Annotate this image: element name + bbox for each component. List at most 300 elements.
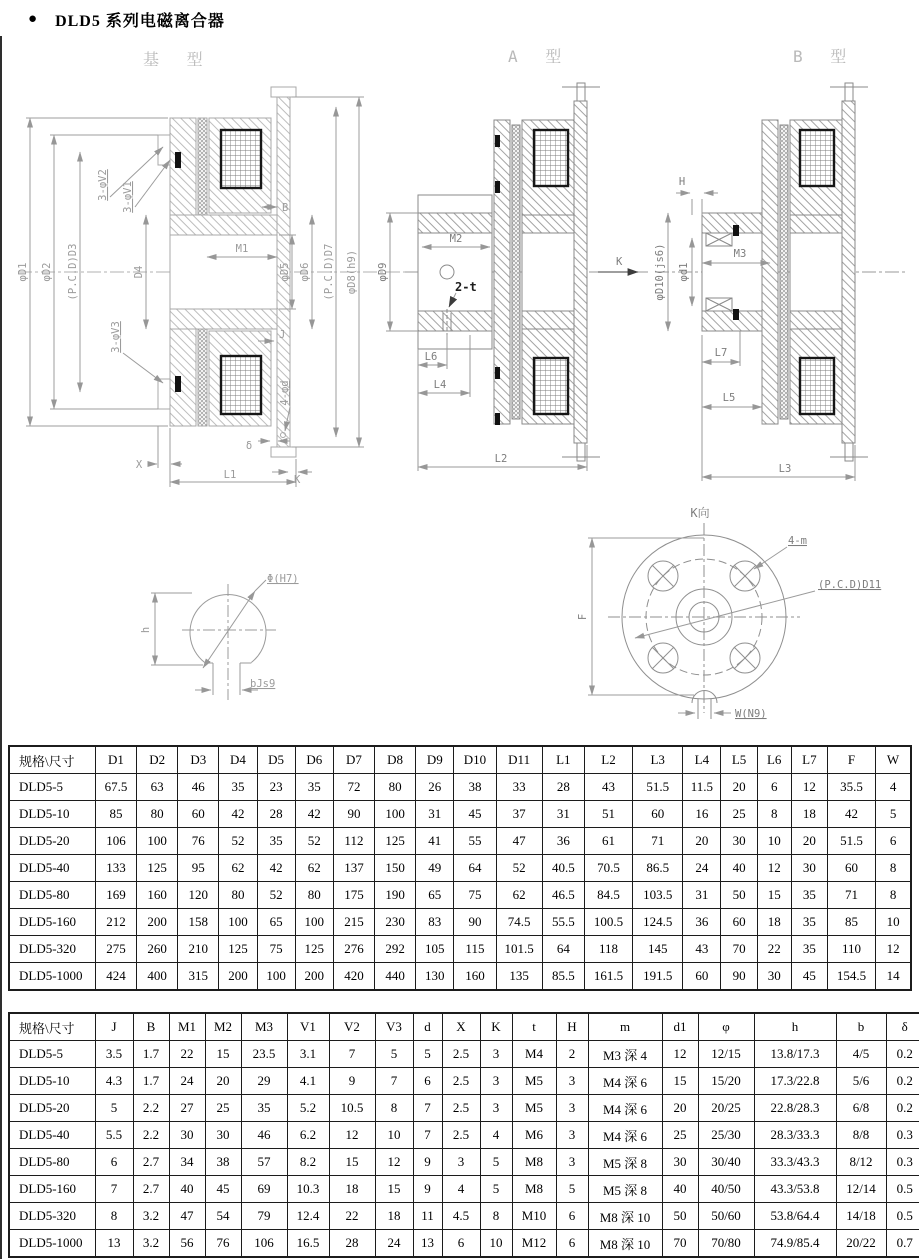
table-cell: 25 [205,1095,241,1122]
table-cell: 28 [542,774,584,801]
table-row [9,909,911,936]
table-cell: 5 [95,1095,133,1122]
table-cell: 6 [556,1203,588,1230]
table-cell: 33.3/43.3 [754,1149,836,1176]
table-cell: 47 [169,1203,205,1230]
table-cell: 112 [333,828,374,855]
table-cell: 160 [454,963,496,991]
table-cell: 31 [683,882,721,909]
table-cell: 80 [375,774,416,801]
table-cell: 28 [257,801,295,828]
table-cell: 15 [662,1068,698,1095]
table-cell: 0.5 [886,1203,919,1230]
table-cell: 60 [721,909,757,936]
column-header: F [827,746,875,774]
flange-body [608,523,800,719]
table-cell: 63 [137,774,178,801]
table-cell: 43.3/53.8 [754,1176,836,1203]
page-title: DLD5 系列电磁离合器 [55,12,225,30]
table-cell: 30 [791,855,827,882]
table-cell: M12 [512,1230,556,1258]
table-cell: 42 [257,855,295,882]
table-cell: 10.3 [287,1176,329,1203]
table-cell: 50 [662,1203,698,1230]
table-cell: 22 [169,1041,205,1068]
table-cell: 101.5 [496,936,542,963]
table-row [9,828,911,855]
table-cell: 17.3/22.8 [754,1068,836,1095]
table-cell: 12/15 [698,1041,754,1068]
table-cell: 18 [757,909,791,936]
table-cell: 29 [241,1068,287,1095]
table-cell: 2.5 [442,1041,480,1068]
table-cell: 65 [416,882,454,909]
table-cell: 8/8 [836,1122,886,1149]
table-cell: 8 [757,801,791,828]
table-cell: 34 [169,1149,205,1176]
table-cell: 3.2 [133,1230,169,1258]
table-cell: 5 [413,1041,442,1068]
column-header: L1 [542,746,584,774]
column-header: V3 [375,1013,413,1041]
table-cell: 38 [205,1149,241,1176]
table-cell: 10 [876,909,911,936]
table-cell: 18 [329,1176,375,1203]
section-title [28,7,225,31]
table-cell: 150 [375,855,416,882]
column-header: D3 [178,746,219,774]
table-cell: 40 [169,1176,205,1203]
b-type-caption: B 型 [793,47,856,66]
keyway-dimensions [151,580,266,695]
column-header: D8 [375,746,416,774]
table-cell: 9 [329,1068,375,1095]
table-cell: 31 [542,801,584,828]
row-label: DLD5-320 [9,936,95,963]
table-cell: 62 [496,882,542,909]
column-header: L6 [757,746,791,774]
table-row [9,963,911,991]
table-cell: 275 [95,936,136,963]
table-cell: 6 [413,1068,442,1095]
base-type-drawing [17,50,415,487]
table-cell: 43 [584,774,632,801]
table-cell: 79 [241,1203,287,1230]
table-cell: 40.5 [542,855,584,882]
table-cell: 30 [205,1122,241,1149]
table-cell: 145 [633,936,683,963]
table-cell: 35 [791,882,827,909]
row-label: DLD5-40 [9,855,95,882]
row-label: DLD5-20 [9,1095,95,1122]
table-cell: 85.5 [542,963,584,991]
column-header: D10 [454,746,496,774]
table-cell: 120 [178,882,219,909]
table-cell: 106 [95,828,136,855]
table-cell: 100.5 [584,909,632,936]
table-cell: 20 [721,774,757,801]
row-label: DLD5-160 [9,1176,95,1203]
table-cell: 8 [876,855,911,882]
table-cell: 64 [454,855,496,882]
table-cell: 2.7 [133,1176,169,1203]
table-cell: 175 [333,882,374,909]
table-cell: 13 [95,1230,133,1258]
column-header: L2 [584,746,632,774]
table-cell: 8.2 [287,1149,329,1176]
column-header: M2 [205,1013,241,1041]
column-header: V1 [287,1013,329,1041]
table-cell: 12 [791,774,827,801]
table-cell: 110 [827,936,875,963]
column-header: D2 [137,746,178,774]
header-row [9,1013,919,1041]
table-cell: 7 [413,1095,442,1122]
table-cell: 37 [496,801,542,828]
table-cell: 0.7 [886,1230,919,1258]
table-cell: 67.5 [95,774,136,801]
table-cell: 52 [295,828,333,855]
column-header: H [556,1013,588,1041]
table-cell: 1.7 [133,1041,169,1068]
table-cell: 3.2 [133,1203,169,1230]
table-cell: 125 [219,936,257,963]
table-cell: M5 深 8 [588,1149,662,1176]
table-cell: 210 [178,936,219,963]
dim-label-pcdD11: (P.C.D)D11 [818,579,882,591]
column-header: b [836,1013,886,1041]
table-cell: 74.5 [496,909,542,936]
table-cell: 6/8 [836,1095,886,1122]
dim-label-3phiV2: 3-φV2 [97,169,109,201]
table-cell: 69 [241,1176,287,1203]
table-cell: 46.5 [542,882,584,909]
table-cell: 30 [721,828,757,855]
table-cell: 118 [584,936,632,963]
table-cell: 200 [137,909,178,936]
table-cell: 8/12 [836,1149,886,1176]
table-cell: 125 [375,828,416,855]
table-cell: 20 [683,828,721,855]
row-label: DLD5-20 [9,828,95,855]
table-cell: 51.5 [827,828,875,855]
table-cell: 70 [662,1230,698,1258]
table-cell: 30 [757,963,791,991]
table-cell: 22.8/28.3 [754,1095,836,1122]
column-header: d1 [662,1013,698,1041]
table-cell: 54 [205,1203,241,1230]
table-cell: 276 [333,936,374,963]
table-cell: 60 [683,963,721,991]
column-header: 规格\尺寸 [9,746,95,774]
table-cell: 12 [757,855,791,882]
table-cell: 20/22 [836,1230,886,1258]
table-cell: 12 [375,1149,413,1176]
table-cell: 57 [241,1149,287,1176]
table-cell: 60 [178,801,219,828]
table-cell: 20 [662,1095,698,1122]
dim-label-X: X [135,459,143,471]
table-cell: M10 [512,1203,556,1230]
table-cell: 45 [791,963,827,991]
table-cell: 15/20 [698,1068,754,1095]
row-label: DLD5-5 [9,1041,95,1068]
table-cell: 40/50 [698,1176,754,1203]
table-cell: 0.2 [886,1041,919,1068]
table-cell: 10.5 [329,1095,375,1122]
table-cell: 49 [416,855,454,882]
table-cell: 24 [683,855,721,882]
table-cell: 42 [219,801,257,828]
table-cell: 50/60 [698,1203,754,1230]
table-cell: M5 [512,1068,556,1095]
table-cell: 3 [556,1122,588,1149]
table-cell: 18 [375,1203,413,1230]
column-header: L4 [683,746,721,774]
table-cell: 41 [416,828,454,855]
column-header: D5 [257,746,295,774]
dim-label-pcdD3: (P.C.D)D3 [67,243,79,301]
table-cell: 36 [683,909,721,936]
table-cell: 80 [295,882,333,909]
table-row [9,801,911,828]
dim-label-phiD8: φD8(h9) [346,249,358,295]
table-cell: 90 [454,909,496,936]
table-cell: 51 [584,801,632,828]
table-cell: 4/5 [836,1041,886,1068]
table-cell: 52 [496,855,542,882]
table-cell: 130 [416,963,454,991]
table-cell: 1.7 [133,1068,169,1095]
table-cell: M4 深 6 [588,1068,662,1095]
table-cell: 50 [721,882,757,909]
a-type-drawing [377,47,648,471]
table-cell: 6 [95,1149,133,1176]
table-row [9,936,911,963]
dim-label-M1: M1 [235,243,249,255]
table-cell: 80 [137,801,178,828]
table-cell: 160 [137,882,178,909]
row-label: DLD5-320 [9,1203,95,1230]
table-row [9,1176,919,1203]
dim-label-phiD5: φD5 [279,262,291,282]
row-label: DLD5-10 [9,1068,95,1095]
table-cell: 22 [329,1203,375,1230]
table-cell: 3 [480,1095,512,1122]
table-cell: 124.5 [633,909,683,936]
column-header: J [95,1013,133,1041]
table-cell: 2.7 [133,1149,169,1176]
table-cell: 212 [95,909,136,936]
table-cell: 35 [295,774,333,801]
table-cell: 5.5 [95,1122,133,1149]
table-cell: 55 [454,828,496,855]
table-cell: 20 [205,1068,241,1095]
keyway-labels [140,573,299,690]
dim-label-bJs9: bJs9 [250,678,276,690]
table-cell: 3 [480,1041,512,1068]
table-cell: 5 [480,1149,512,1176]
table-cell: 35 [257,828,295,855]
dim-label-L5: L5 [722,392,736,404]
table-cell: 8 [876,882,911,909]
table-cell: 13 [413,1230,442,1258]
dimensions-table-1 [8,745,912,991]
table-row [9,1095,919,1122]
column-header: D1 [95,746,136,774]
column-header: φ [698,1013,754,1041]
table-cell: 3 [442,1149,480,1176]
table-cell: 3 [480,1068,512,1095]
table-cell: 440 [375,963,416,991]
dim-label-L1: L1 [223,469,237,481]
dim-label-phiD2: φD2 [41,262,53,282]
dim-label-WN9: W(N9) [735,708,767,720]
table-cell: 31 [416,801,454,828]
table-cell: M4 深 6 [588,1095,662,1122]
column-header: 规格\尺寸 [9,1013,95,1041]
table-cell: 13.8/17.3 [754,1041,836,1068]
table-cell: 24 [169,1068,205,1095]
dim-label-phiH7: Φ(H7) [267,573,299,585]
table-cell: 2.5 [442,1095,480,1122]
table-cell: 83 [416,909,454,936]
table-cell: 6 [876,828,911,855]
flange-caption: K向 [690,506,710,520]
dim-label-K-direction: K [616,256,623,268]
table-cell: M8 深 10 [588,1203,662,1230]
table-cell: 3 [556,1149,588,1176]
dim-label-phiD1: φD1 [17,262,29,282]
table-cell: 9 [413,1149,442,1176]
table-cell: 3 [556,1095,588,1122]
table-cell: 137 [333,855,374,882]
table-cell: 42 [295,801,333,828]
table-cell: 14 [876,963,911,991]
table-cell: 35 [219,774,257,801]
table-cell: 315 [178,963,219,991]
table-cell: 56 [169,1230,205,1258]
table-cell: 36 [542,828,584,855]
column-header: L3 [633,746,683,774]
table-cell: 2 [556,1041,588,1068]
table-cell: 200 [219,963,257,991]
dim-label-4m: 4-m [788,535,807,547]
column-header: L7 [791,746,827,774]
table-cell: 47 [496,828,542,855]
table-cell: 100 [295,909,333,936]
table-cell: 24 [375,1230,413,1258]
table-cell: 70 [721,936,757,963]
dim-label-phiD6: φD6 [299,262,311,282]
dim-label-H: H [678,176,686,188]
table-cell: 20 [791,828,827,855]
table-cell: 75 [257,936,295,963]
dim-label-L3: L3 [778,463,792,475]
table-cell: 125 [137,855,178,882]
table-cell: 85 [827,909,875,936]
table-cell: 169 [95,882,136,909]
table-cell: 12/14 [836,1176,886,1203]
column-header: D4 [219,746,257,774]
table-cell: 154.5 [827,963,875,991]
table-cell: 84.5 [584,882,632,909]
table-cell: 292 [375,936,416,963]
dim-label-2t: 2-t [455,280,477,294]
table-cell: 3.5 [95,1041,133,1068]
table-cell: 45 [454,801,496,828]
table-cell: 125 [295,936,333,963]
table-cell: M4 深 6 [588,1122,662,1149]
table-cell: 100 [257,963,295,991]
table-cell: 400 [137,963,178,991]
table-cell: 22 [757,936,791,963]
table-cell: 90 [721,963,757,991]
table-cell: 0.2 [886,1068,919,1095]
table-cell: 25 [721,801,757,828]
table-cell: 8 [480,1203,512,1230]
table-cell: 42 [827,801,875,828]
table-cell: 2.2 [133,1095,169,1122]
table-cell: 4 [480,1122,512,1149]
table-cell: 15 [757,882,791,909]
dim-label-pcdD7: (P.C.D)D7 [323,243,335,301]
header-row [9,746,911,774]
table-cell: 11 [413,1203,442,1230]
table-cell: 15 [329,1149,375,1176]
table-cell: 6 [556,1230,588,1258]
column-header: B [133,1013,169,1041]
row-label: DLD5-40 [9,1122,95,1149]
column-header: V2 [329,1013,375,1041]
dim-label-L7: L7 [714,347,728,359]
table-cell: 11.5 [683,774,721,801]
dim-label-M3: M3 [733,248,747,260]
table-cell: 51.5 [633,774,683,801]
column-header: δ [886,1013,919,1041]
table-cell: 105 [416,936,454,963]
table-cell: 25/30 [698,1122,754,1149]
dimensions-table-2 [8,1012,919,1258]
table-cell: 12 [329,1122,375,1149]
a-type-caption: A 型 [508,47,571,66]
table-cell: 100 [219,909,257,936]
table-cell: M3 深 4 [588,1041,662,1068]
table-cell: M8 [512,1149,556,1176]
table-cell: 70.5 [584,855,632,882]
table-cell: 6 [442,1230,480,1258]
technical-drawings [0,35,919,737]
table-cell: 35.5 [827,774,875,801]
table-cell: 133 [95,855,136,882]
table-cell: 158 [178,909,219,936]
table-cell: 8 [95,1203,133,1230]
table-cell: 55.5 [542,909,584,936]
table-cell: M5 深 8 [588,1176,662,1203]
table-cell: 35 [791,936,827,963]
table-cell: 16.5 [287,1230,329,1258]
dim-label-F: F [577,613,589,621]
table-cell: 200 [295,963,333,991]
table-cell: 12 [876,936,911,963]
table-cell: 52 [257,882,295,909]
table-cell: 424 [95,963,136,991]
keyway-detail-drawing [140,573,299,700]
column-header: X [442,1013,480,1041]
table-cell: 76 [205,1230,241,1258]
table-cell: 2.5 [442,1068,480,1095]
table-cell: 161.5 [584,963,632,991]
